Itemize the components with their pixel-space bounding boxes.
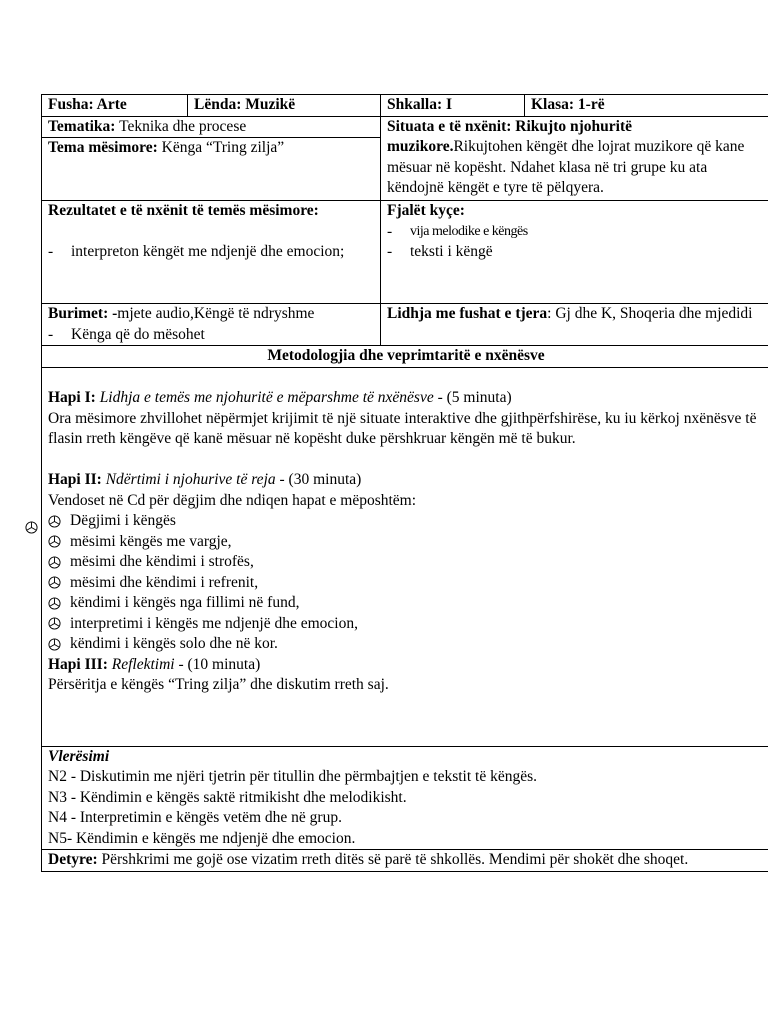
step-item bbox=[48, 552, 764, 573]
lidhja-cell bbox=[381, 304, 768, 346]
tematika-value: Teknika dhe procese bbox=[115, 117, 247, 135]
step-text: mësimi dhe këndimi i strofës, bbox=[70, 553, 254, 570]
vleresimi-item: N5- Këndimin e këngës me ndjenjë dhe emocion. bbox=[48, 829, 356, 847]
fjalet-label: Fjalët kyçe: bbox=[387, 202, 465, 219]
step-item bbox=[48, 573, 764, 594]
trefoil-bullet-icon bbox=[25, 521, 38, 534]
metodologjia-title: Metodologjia dhe veprimtaritë e nxënësve bbox=[42, 346, 768, 368]
hapi2-steps bbox=[48, 511, 764, 655]
detyre-cell bbox=[42, 850, 768, 872]
tematika-label: Tematika: bbox=[48, 117, 116, 135]
step-text: Dëgjimi i këngës bbox=[70, 512, 176, 529]
burimet-row bbox=[42, 304, 768, 346]
hapi3-heading: Hapi III: Reflektimi - (10 minuta) bbox=[48, 655, 261, 673]
rezultatet-label: Rezultatet e të nxënit të temës mësimore: bbox=[48, 202, 319, 219]
trefoil-bullet-icon bbox=[48, 556, 70, 569]
burimet-cell bbox=[42, 304, 381, 346]
shkalla-cell: Shkalla: I bbox=[381, 95, 525, 117]
trefoil-bullet-icon bbox=[48, 515, 70, 528]
fusha-cell: Fusha: Arte bbox=[42, 95, 188, 117]
situata-text: Rikujtohen këngët dhe lojrat muzikore që kane mësuar në kopësht. Ndahet klasa në tri grupe ku ata këndojnë këngët e tyre të pëlqyera. bbox=[387, 138, 745, 196]
metodologjia-row bbox=[42, 346, 768, 368]
hapi2-heading: Hapi II: Ndërtimi i njohurive të reja - (30 minuta) bbox=[48, 471, 362, 488]
tematika-row bbox=[42, 116, 768, 138]
vleresimi-title: Vlerësimi bbox=[48, 747, 110, 765]
vleresimi-item: N4 - Interpretimin e këngës vetëm dhe në grup. bbox=[48, 809, 342, 826]
tema-value: Kënga “Tring zilja” bbox=[157, 139, 285, 156]
rezultatet-row bbox=[42, 201, 768, 304]
hapi3-text: Përsëritja e këngës “Tring zilja” dhe diskutim rreth saj. bbox=[48, 676, 389, 693]
step-text: këndimi i këngës nga fillimi në fund, bbox=[70, 594, 300, 611]
hapi1-heading: Hapi I: Lidhja e temës me njohuritë e mëparshme të nxënësve - (5 minuta) bbox=[48, 389, 512, 406]
tema-label: Tema mësimore: bbox=[48, 139, 158, 156]
klasa-cell: Klasa: 1-rë bbox=[525, 95, 768, 117]
step-item bbox=[48, 593, 764, 614]
rezultatet-item: - interpreton këngët me ndjenjë dhe emocion; bbox=[48, 243, 345, 260]
trefoil-bullet-icon bbox=[48, 535, 70, 548]
tema-cell bbox=[42, 138, 381, 201]
fjalet-cell bbox=[381, 201, 768, 304]
step-text: mësimi dhe këndimi i refrenit, bbox=[70, 573, 259, 591]
step-item bbox=[48, 634, 764, 655]
step-text: interpretimi i këngës me ndjenjë dhe emocion, bbox=[70, 614, 358, 632]
situata-cell bbox=[381, 116, 768, 201]
lesson-plan bbox=[41, 94, 768, 872]
detyre-row bbox=[42, 850, 768, 872]
step-item bbox=[48, 614, 764, 635]
trefoil-bullet-icon bbox=[48, 617, 70, 630]
detyre-label: Detyre: bbox=[48, 851, 98, 868]
hapat-row bbox=[42, 367, 768, 746]
trefoil-bullet-icon bbox=[48, 638, 70, 651]
hapi1-text: Ora mësimore zhvillohet nëpërmjet krijimit të një situate interaktive dhe gjithpërfshirëse, ku iu kërkoj nxënësve të flasin rreth këngëve që kanë mësuar në kopësht duke përshkruar këngën më të bukur. bbox=[48, 409, 757, 447]
trefoil-bullet-icon bbox=[48, 597, 70, 610]
burimet-value: mjete audio,Këngë të ndryshme bbox=[117, 305, 315, 322]
detyre-text: Përshkrimi me gojë ose vizatim rreth ditës së parë të shkollës. Mendimi për shokët dhe shoqet. bbox=[97, 851, 689, 868]
hapat-cell bbox=[42, 367, 768, 746]
lesson-plan-table bbox=[41, 94, 768, 872]
vleresimi-row bbox=[42, 746, 768, 850]
burimet-label: Burimet: - bbox=[48, 305, 118, 322]
fjalet-item: - vija melodike e këngës bbox=[387, 222, 528, 240]
rezultatet-cell bbox=[42, 201, 381, 304]
trefoil-bullet-icon bbox=[48, 576, 70, 589]
vleresimi-cell bbox=[42, 746, 768, 850]
step-text: mësimi këngës me vargje, bbox=[70, 532, 232, 550]
burimet-item: - Kënga që do mësohet bbox=[48, 325, 205, 343]
vleresimi-item: N3 - Këndimin e këngës saktë ritmikisht dhe melodikisht. bbox=[48, 788, 407, 806]
step-text: këndimi i këngës solo dhe në kor. bbox=[70, 635, 278, 652]
hapi2-intro: Vendoset në Cd për dëgjim dhe ndiqen hapat e mëposhtëm: bbox=[48, 491, 417, 509]
step-item bbox=[48, 532, 764, 553]
fjalet-item: - teksti i këngë bbox=[387, 243, 493, 260]
header-row bbox=[42, 95, 768, 117]
vleresimi-item: N2 - Diskutimin me njëri tjetrin për titullin dhe përmbajtjen e tekstit të këngës. bbox=[48, 768, 537, 785]
tematika-cell bbox=[42, 116, 381, 138]
lenda-cell: Lënda: Muzikë bbox=[188, 95, 381, 117]
situata-label: Situata e të nxënit: Rikujto njohuritë muzikore. bbox=[387, 117, 632, 155]
lidhja-value: : Gj dhe K, Shoqeria dhe mjedidi bbox=[547, 305, 753, 322]
lidhja-label: Lidhja me fushat e tjera bbox=[387, 305, 548, 322]
step-item bbox=[48, 511, 764, 532]
